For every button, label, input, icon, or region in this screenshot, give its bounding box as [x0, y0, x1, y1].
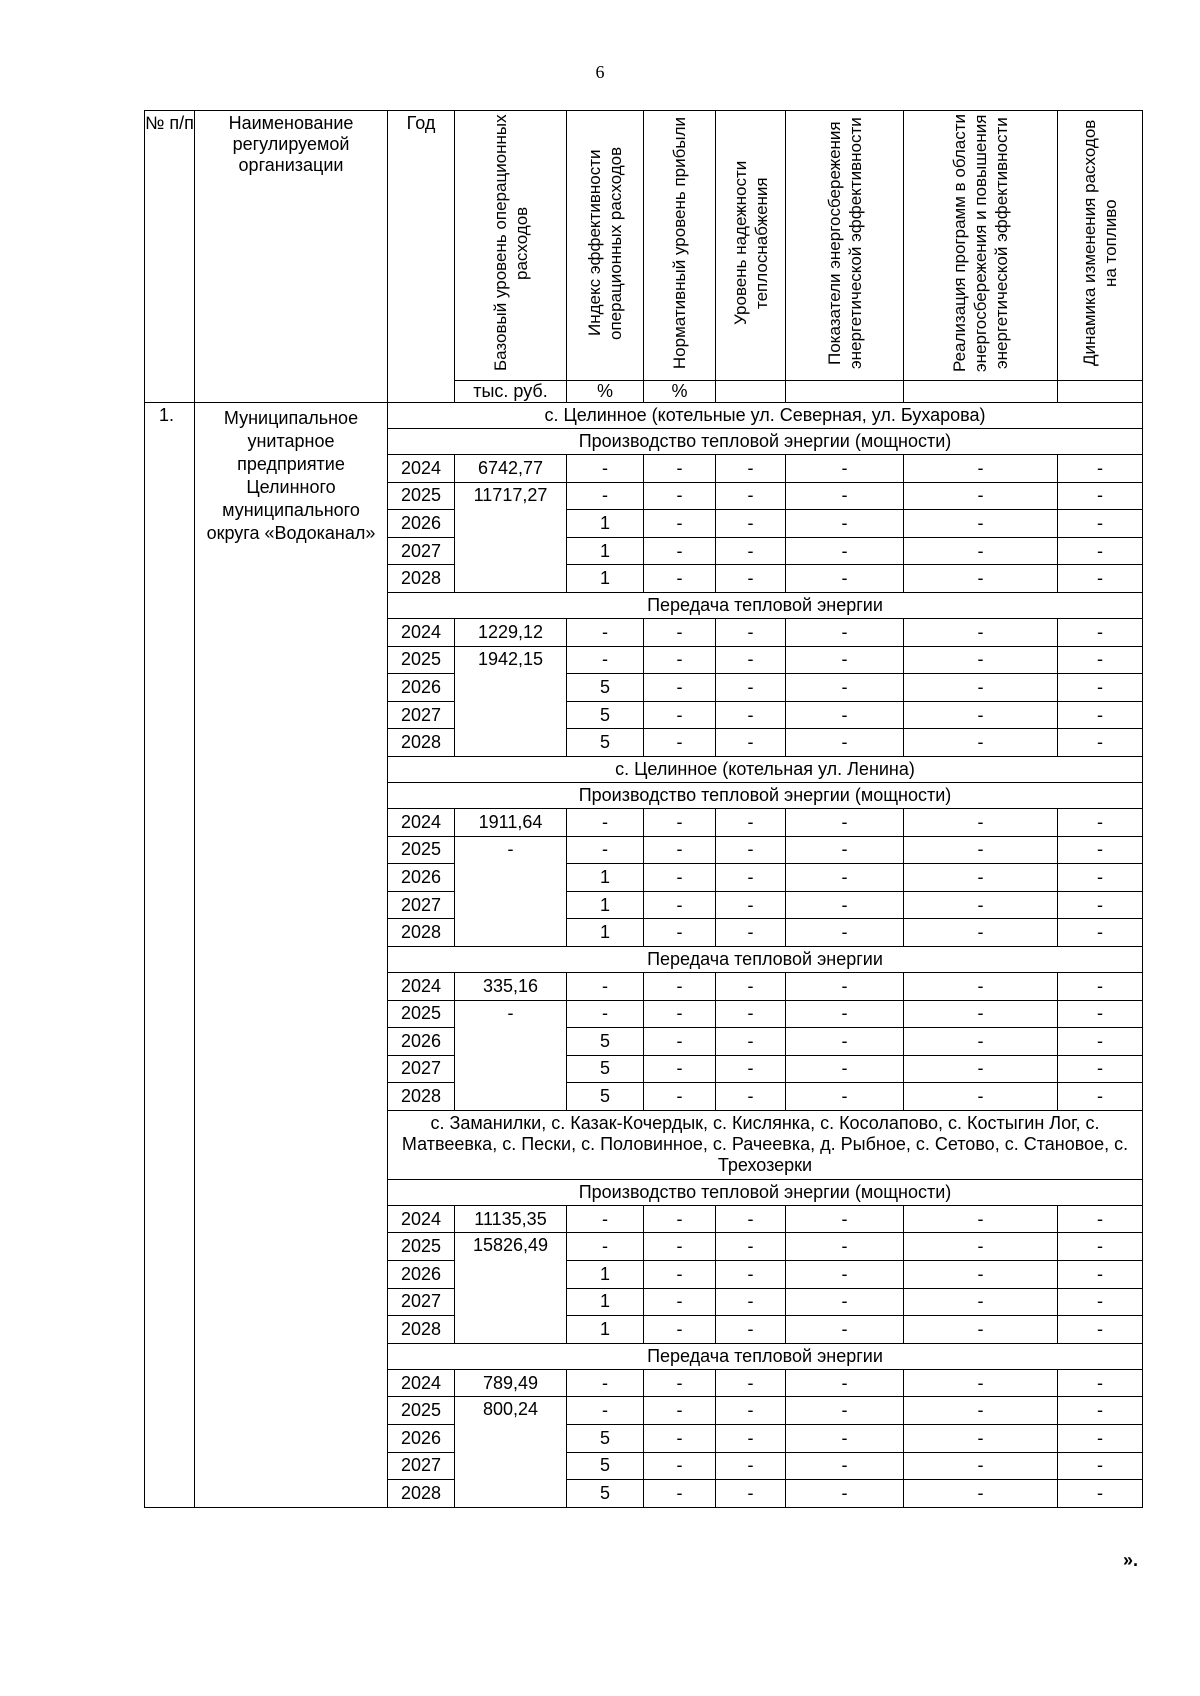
dash-cell: -: [716, 891, 786, 919]
year-cell: 2028: [388, 1083, 455, 1111]
efficiency-index-cell: 5: [567, 1452, 644, 1480]
dash-cell: -: [1058, 1233, 1143, 1261]
base-cost-cell: 11717,27: [455, 482, 567, 592]
row-number: 1.: [145, 403, 195, 1508]
dash-cell: -: [716, 701, 786, 729]
efficiency-table: [144, 110, 1143, 1508]
efficiency-index-cell: 5: [567, 729, 644, 757]
base-cost-cell: 335,16: [455, 972, 567, 1000]
dash-cell: -: [1058, 1000, 1143, 1028]
header-col-2: Индекс эффективности операционных расходов: [567, 111, 644, 381]
base-cost-cell: -: [455, 836, 567, 946]
dash-cell: -: [786, 1233, 904, 1261]
unit-col-6: [904, 381, 1058, 403]
closing-quote: ».: [1123, 1550, 1139, 1570]
dash-cell: -: [716, 1261, 786, 1289]
dash-cell: -: [904, 565, 1058, 593]
dash-cell: -: [904, 1397, 1058, 1425]
unit-col-5: [786, 381, 904, 403]
dash-cell: -: [716, 808, 786, 836]
year-cell: 2028: [388, 1480, 455, 1508]
year-cell: 2026: [388, 1425, 455, 1453]
unit-col-3: %: [644, 381, 716, 403]
dash-cell: -: [716, 510, 786, 538]
dash-cell: -: [644, 1425, 716, 1453]
dash-cell: -: [716, 537, 786, 565]
dash-cell: -: [1058, 729, 1143, 757]
dash-cell: -: [644, 891, 716, 919]
dash-cell: -: [644, 919, 716, 947]
year-cell: 2028: [388, 919, 455, 947]
dash-cell: -: [716, 1233, 786, 1261]
dash-cell: -: [644, 565, 716, 593]
dash-cell: -: [786, 891, 904, 919]
dash-cell: -: [644, 808, 716, 836]
group-title: Передача тепловой энергии: [388, 592, 1143, 618]
efficiency-index-cell: 1: [567, 891, 644, 919]
dash-cell: -: [716, 729, 786, 757]
dash-cell: -: [786, 482, 904, 510]
dash-cell: -: [786, 1288, 904, 1316]
dash-cell: -: [1058, 646, 1143, 674]
dash-cell: -: [904, 1316, 1058, 1344]
efficiency-index-cell: 5: [567, 1055, 644, 1083]
year-cell: 2028: [388, 565, 455, 593]
dash-cell: -: [904, 808, 1058, 836]
year-cell: 2025: [388, 1397, 455, 1425]
year-cell: 2024: [388, 618, 455, 646]
dash-cell: -: [1058, 972, 1143, 1000]
efficiency-index-cell: 1: [567, 510, 644, 538]
efficiency-index-cell: 1: [567, 565, 644, 593]
base-cost-cell: 1911,64: [455, 808, 567, 836]
year-cell: 2025: [388, 1000, 455, 1028]
efficiency-index-cell: 5: [567, 1480, 644, 1508]
dash-cell: -: [904, 972, 1058, 1000]
year-cell: 2028: [388, 1316, 455, 1344]
dash-cell: -: [1058, 1205, 1143, 1233]
base-cost-cell: 6742,77: [455, 455, 567, 483]
dash-cell: -: [716, 864, 786, 892]
dash-cell: -: [904, 864, 1058, 892]
year-cell: 2027: [388, 537, 455, 565]
dash-cell: -: [1058, 836, 1143, 864]
dash-cell: -: [1058, 1055, 1143, 1083]
dash-cell: -: [786, 646, 904, 674]
dash-cell: -: [644, 1205, 716, 1233]
year-cell: 2026: [388, 674, 455, 702]
year-cell: 2025: [388, 1233, 455, 1261]
dash-cell: -: [1058, 1083, 1143, 1111]
header-col-7: Динамика изменения расходов на топливо: [1058, 111, 1143, 381]
dash-cell: -: [716, 836, 786, 864]
base-cost-cell: 1229,12: [455, 618, 567, 646]
table-body: [145, 403, 1143, 1508]
year-cell: 2025: [388, 836, 455, 864]
year-cell: 2025: [388, 482, 455, 510]
dash-cell: -: [716, 919, 786, 947]
unit-col-4: [716, 381, 786, 403]
dash-cell: -: [716, 972, 786, 1000]
dash-cell: -: [904, 919, 1058, 947]
efficiency-index-cell: -: [567, 482, 644, 510]
dash-cell: -: [904, 455, 1058, 483]
dash-cell: -: [786, 919, 904, 947]
dash-cell: -: [716, 1000, 786, 1028]
group-title: Передача тепловой энергии: [388, 946, 1143, 972]
dash-cell: -: [1058, 1261, 1143, 1289]
dash-cell: -: [644, 646, 716, 674]
dash-cell: -: [716, 1452, 786, 1480]
dash-cell: -: [904, 1000, 1058, 1028]
dash-cell: -: [786, 618, 904, 646]
year-cell: 2024: [388, 1205, 455, 1233]
year-cell: 2027: [388, 1055, 455, 1083]
dash-cell: -: [786, 729, 904, 757]
dash-cell: -: [904, 701, 1058, 729]
efficiency-index-cell: 5: [567, 674, 644, 702]
dash-cell: -: [1058, 565, 1143, 593]
dash-cell: -: [644, 1480, 716, 1508]
efficiency-index-cell: 5: [567, 1028, 644, 1056]
efficiency-index-cell: -: [567, 1000, 644, 1028]
dash-cell: -: [644, 729, 716, 757]
year-cell: 2028: [388, 729, 455, 757]
dash-cell: -: [904, 1205, 1058, 1233]
dash-cell: -: [904, 674, 1058, 702]
dash-cell: -: [716, 1480, 786, 1508]
dash-cell: -: [786, 1480, 904, 1508]
header-col-6: Реализация программ в области энергосбережения и повышения энергетической эффективности: [904, 111, 1058, 381]
dash-cell: -: [786, 701, 904, 729]
location-row: [145, 403, 1143, 429]
dash-cell: -: [904, 1425, 1058, 1453]
dash-cell: -: [716, 1205, 786, 1233]
dash-cell: -: [644, 455, 716, 483]
efficiency-index-cell: -: [567, 836, 644, 864]
year-cell: 2026: [388, 1261, 455, 1289]
dash-cell: -: [1058, 1316, 1143, 1344]
dash-cell: -: [644, 1000, 716, 1028]
dash-cell: -: [904, 618, 1058, 646]
dash-cell: -: [644, 701, 716, 729]
efficiency-index-cell: -: [567, 618, 644, 646]
dash-cell: -: [644, 674, 716, 702]
base-cost-cell: 1942,15: [455, 646, 567, 756]
year-cell: 2024: [388, 455, 455, 483]
dash-cell: -: [644, 1028, 716, 1056]
dash-cell: -: [786, 455, 904, 483]
header-num: № п/п: [145, 111, 195, 403]
dash-cell: -: [644, 510, 716, 538]
dash-cell: -: [1058, 864, 1143, 892]
dash-cell: -: [904, 729, 1058, 757]
efficiency-index-cell: -: [567, 808, 644, 836]
dash-cell: -: [1058, 1452, 1143, 1480]
organization-name: Муниципальное унитарное предприятие Целинного муниципального округа «Водоканал»: [195, 403, 388, 1508]
dash-cell: -: [786, 1369, 904, 1397]
header-col-4: Уровень надежности теплоснабжения: [716, 111, 786, 381]
header-col-1: Базовый уровень операционных расходов: [455, 111, 567, 381]
group-title: Передача тепловой энергии: [388, 1343, 1143, 1369]
dash-cell: -: [716, 1425, 786, 1453]
dash-cell: -: [786, 808, 904, 836]
dash-cell: -: [716, 646, 786, 674]
dash-cell: -: [786, 510, 904, 538]
dash-cell: -: [1058, 1397, 1143, 1425]
efficiency-index-cell: 1: [567, 1288, 644, 1316]
dash-cell: -: [716, 674, 786, 702]
year-cell: 2026: [388, 864, 455, 892]
dash-cell: -: [786, 1205, 904, 1233]
header-col-5: Показатели энергосбережения энергетической эффективности: [786, 111, 904, 381]
dash-cell: -: [716, 1369, 786, 1397]
year-cell: 2026: [388, 1028, 455, 1056]
dash-cell: -: [644, 1397, 716, 1425]
dash-cell: -: [904, 482, 1058, 510]
dash-cell: -: [716, 1288, 786, 1316]
efficiency-index-cell: 1: [567, 864, 644, 892]
dash-cell: -: [904, 1083, 1058, 1111]
dash-cell: -: [716, 1055, 786, 1083]
base-cost-cell: 800,24: [455, 1397, 567, 1507]
dash-cell: -: [644, 1316, 716, 1344]
dash-cell: -: [644, 482, 716, 510]
efficiency-index-cell: -: [567, 1233, 644, 1261]
unit-col-1: тыс. руб.: [455, 381, 567, 403]
dash-cell: -: [1058, 1028, 1143, 1056]
dash-cell: -: [1058, 537, 1143, 565]
page-number: 6: [595, 62, 605, 82]
dash-cell: -: [644, 618, 716, 646]
dash-cell: -: [904, 1261, 1058, 1289]
header-col-3: Нормативный уровень прибыли: [644, 111, 716, 381]
dash-cell: -: [786, 1028, 904, 1056]
header-org: Наименование регулируемой организации: [195, 111, 388, 403]
group-title: Производство тепловой энергии (мощности): [388, 1179, 1143, 1205]
header-year: Год: [388, 111, 455, 403]
dash-cell: -: [716, 565, 786, 593]
dash-cell: -: [1058, 674, 1143, 702]
dash-cell: -: [904, 1369, 1058, 1397]
dash-cell: -: [786, 972, 904, 1000]
unit-col-7: [1058, 381, 1143, 403]
group-title: Производство тепловой энергии (мощности): [388, 429, 1143, 455]
efficiency-index-cell: 1: [567, 919, 644, 947]
efficiency-index-cell: 5: [567, 701, 644, 729]
dash-cell: -: [786, 1316, 904, 1344]
year-cell: 2025: [388, 646, 455, 674]
dash-cell: -: [716, 455, 786, 483]
dash-cell: -: [786, 1000, 904, 1028]
unit-col-2: %: [567, 381, 644, 403]
dash-cell: -: [904, 836, 1058, 864]
dash-cell: -: [716, 482, 786, 510]
dash-cell: -: [786, 1397, 904, 1425]
group-title: Производство тепловой энергии (мощности): [388, 782, 1143, 808]
base-cost-cell: 15826,49: [455, 1233, 567, 1343]
dash-cell: -: [1058, 510, 1143, 538]
year-cell: 2027: [388, 1452, 455, 1480]
efficiency-index-cell: 1: [567, 1316, 644, 1344]
dash-cell: -: [904, 537, 1058, 565]
dash-cell: -: [1058, 1369, 1143, 1397]
efficiency-index-cell: -: [567, 1369, 644, 1397]
dash-cell: -: [904, 1288, 1058, 1316]
dash-cell: -: [786, 864, 904, 892]
dash-cell: -: [904, 646, 1058, 674]
dash-cell: -: [1058, 1480, 1143, 1508]
efficiency-index-cell: 5: [567, 1083, 644, 1111]
year-cell: 2024: [388, 808, 455, 836]
dash-cell: -: [1058, 482, 1143, 510]
dash-cell: -: [716, 618, 786, 646]
year-cell: 2027: [388, 1288, 455, 1316]
dash-cell: -: [786, 674, 904, 702]
efficiency-index-cell: -: [567, 1205, 644, 1233]
dash-cell: -: [1058, 1288, 1143, 1316]
year-cell: 2027: [388, 701, 455, 729]
dash-cell: -: [716, 1397, 786, 1425]
dash-cell: -: [644, 836, 716, 864]
dash-cell: -: [1058, 455, 1143, 483]
dash-cell: -: [786, 1425, 904, 1453]
location-name: с. Целинное (котельные ул. Северная, ул. Бухарова): [388, 403, 1143, 429]
dash-cell: -: [644, 1055, 716, 1083]
year-cell: 2024: [388, 972, 455, 1000]
base-cost-cell: -: [455, 1000, 567, 1110]
dash-cell: -: [644, 1233, 716, 1261]
dash-cell: -: [786, 1261, 904, 1289]
dash-cell: -: [786, 1083, 904, 1111]
efficiency-index-cell: -: [567, 646, 644, 674]
dash-cell: -: [904, 1480, 1058, 1508]
dash-cell: -: [1058, 618, 1143, 646]
dash-cell: -: [716, 1316, 786, 1344]
dash-cell: -: [644, 1452, 716, 1480]
base-cost-cell: 11135,35: [455, 1205, 567, 1233]
efficiency-index-cell: 1: [567, 1261, 644, 1289]
dash-cell: -: [644, 864, 716, 892]
dash-cell: -: [904, 891, 1058, 919]
location-name: с. Целинное (котельная ул. Ленина): [388, 756, 1143, 782]
base-cost-cell: 789,49: [455, 1369, 567, 1397]
efficiency-index-cell: 1: [567, 537, 644, 565]
year-cell: 2024: [388, 1369, 455, 1397]
dash-cell: -: [644, 1288, 716, 1316]
dash-cell: -: [644, 1261, 716, 1289]
efficiency-index-cell: -: [567, 1397, 644, 1425]
dash-cell: -: [644, 972, 716, 1000]
efficiency-index-cell: -: [567, 972, 644, 1000]
dash-cell: -: [904, 510, 1058, 538]
dash-cell: -: [786, 836, 904, 864]
dash-cell: -: [644, 537, 716, 565]
dash-cell: -: [1058, 701, 1143, 729]
year-cell: 2026: [388, 510, 455, 538]
dash-cell: -: [1058, 1425, 1143, 1453]
dash-cell: -: [904, 1452, 1058, 1480]
dash-cell: -: [786, 565, 904, 593]
dash-cell: -: [904, 1055, 1058, 1083]
year-cell: 2027: [388, 891, 455, 919]
dash-cell: -: [1058, 919, 1143, 947]
dash-cell: -: [716, 1028, 786, 1056]
dash-cell: -: [644, 1083, 716, 1111]
dash-cell: -: [786, 1452, 904, 1480]
dash-cell: -: [1058, 891, 1143, 919]
efficiency-index-cell: -: [567, 455, 644, 483]
dash-cell: -: [786, 537, 904, 565]
dash-cell: -: [786, 1055, 904, 1083]
dash-cell: -: [644, 1369, 716, 1397]
efficiency-index-cell: 5: [567, 1425, 644, 1453]
dash-cell: -: [904, 1233, 1058, 1261]
dash-cell: -: [1058, 808, 1143, 836]
location-name: с. Заманилки, с. Казак-Кочердык, с. Кислянка, с. Косолапово, с. Костыгин Лог, с. Матвеевка, с. Пески, с. Половинное, с. Рачеевка, д. Рыбное, с. Сетово, с. Становое, с. Трехозерки: [388, 1110, 1143, 1179]
dash-cell: -: [904, 1028, 1058, 1056]
dash-cell: -: [716, 1083, 786, 1111]
